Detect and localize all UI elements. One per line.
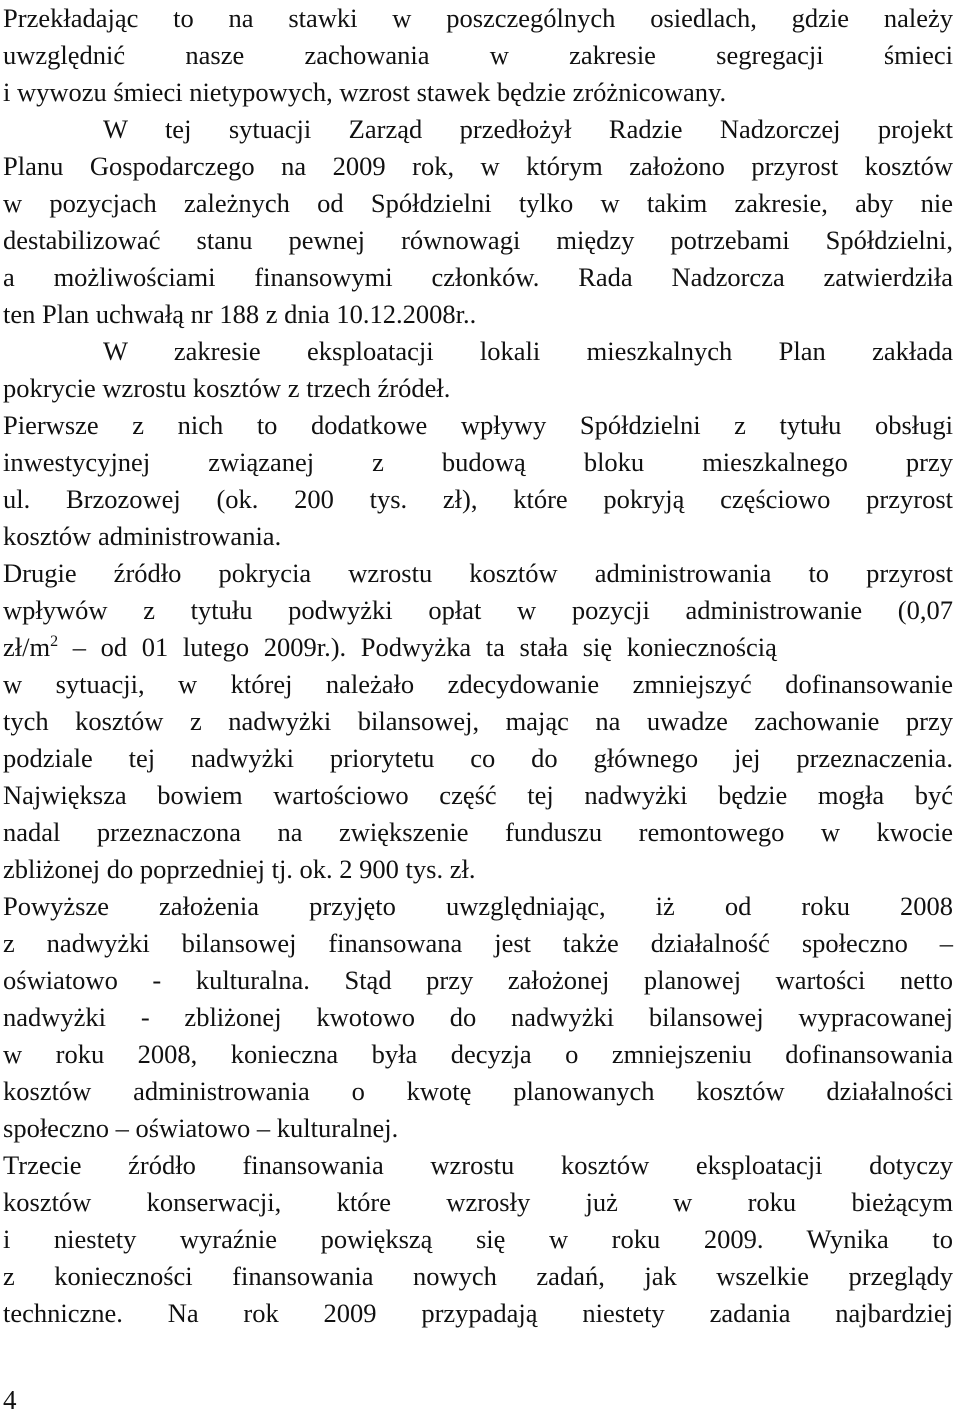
text-line: Przekładając to na stawki w poszczególnych osiedlach, gdzie należy bbox=[3, 3, 953, 33]
text-line: ten Plan uchwałą nr 188 z dnia 10.12.2008r.. bbox=[3, 299, 477, 329]
text-line: z konieczności finansowania nowych zadań, jak wszelkie przeglądy bbox=[3, 1261, 953, 1291]
text-line: Pierwsze z nich to dodatkowe wpływy Spółdzielni z tytułu obsługi bbox=[3, 410, 953, 440]
text-line: kosztów administrowania o kwotę planowanych kosztów działalności bbox=[3, 1076, 953, 1106]
text-line bbox=[3, 629, 953, 666]
text-line: Drugie źródło pokrycia wzrostu kosztów administrowania to przyrost bbox=[3, 558, 953, 588]
text-line: zbliżonej do poprzedniej tj. ok. 2 900 tys. zł. bbox=[3, 854, 476, 884]
text-line: inwestycyjnej związanej z budową bloku mieszkalnego przy bbox=[3, 447, 953, 477]
text-line: tych kosztów z nadwyżki bilansowej, mając na uwadze zachowanie przy bbox=[3, 706, 953, 736]
text-line: w sytuacji, w której należało zdecydowanie zmniejszyć dofinansowanie bbox=[3, 669, 953, 699]
text-line: Powyższe założenia przyjęto uwzględniając, iż od roku 2008 bbox=[3, 891, 953, 921]
text-line: techniczne. Na rok 2009 przypadają niestety zadania najbardziej bbox=[3, 1298, 953, 1328]
text-line: nadwyżki - zbliżonej kwotowo do nadwyżki bilansowej wypracowanej bbox=[3, 1002, 953, 1032]
text-line: kosztów konserwacji, które wzrosły już w roku bieżącym bbox=[3, 1187, 953, 1217]
line-text: – od 01 lutego 2009r.). Podwyżka ta stała się koniecznością bbox=[58, 632, 777, 662]
text-line: z nadwyżki bilansowej finansowana jest także działalność społeczno – bbox=[3, 928, 953, 958]
text-line: i wywozu śmieci nietypowych, wzrost stawek będzie zróżnicowany. bbox=[3, 77, 727, 107]
text-line: ul. Brzozowej (ok. 200 tys. zł), które pokryją częściowo przyrost bbox=[3, 484, 953, 514]
text-line: oświatowo - kulturalna. Stąd przy założonej planowej wartości netto bbox=[3, 965, 953, 995]
text-line: i niestety wyraźnie powiększą się w roku 2009. Wynika to bbox=[3, 1224, 953, 1254]
text-line: Trzecie źródło finansowania wzrostu kosztów eksploatacji dotyczy bbox=[3, 1150, 953, 1180]
text-line: podziale tej nadwyżki priorytetu co do głównego jej przeznaczenia. bbox=[3, 743, 953, 773]
superscript: 2 bbox=[50, 633, 59, 650]
text-line: społeczno – oświatowo – kulturalnej. bbox=[3, 1113, 399, 1143]
text-line: W tej sytuacji Zarząd przedłożył Radzie Nadzorczej projekt bbox=[103, 114, 953, 144]
page-number: 4 bbox=[3, 1385, 17, 1415]
text-line: uwzględnić nasze zachowania w zakresie segregacji śmieci bbox=[3, 40, 953, 70]
text-line: W zakresie eksploatacji lokali mieszkalnych Plan zakłada bbox=[103, 336, 953, 366]
text-line: nadal przeznaczona na zwiększenie funduszu remontowego w kwocie bbox=[3, 817, 953, 847]
text-line: pokrycie wzrostu kosztów z trzech źródeł. bbox=[3, 373, 451, 403]
text-line: Planu Gospodarczego na 2009 rok, w którym założono przyrost kosztów bbox=[3, 151, 953, 181]
text-line: wpływów z tytułu podwyżki opłat w pozycji administrowanie (0,07 bbox=[3, 595, 953, 625]
text-line: w pozycjach zależnych od Spółdzielni tylko w takim zakresie, aby nie bbox=[3, 188, 953, 218]
unit-text: zł/m bbox=[3, 632, 51, 662]
text-line: a możliwościami finansowymi członków. Rada Nadzorcza zatwierdziła bbox=[3, 262, 953, 292]
text-line: kosztów administrowania. bbox=[3, 521, 282, 551]
text-line: w roku 2008, konieczna była decyzja o zmniejszeniu dofinansowania bbox=[3, 1039, 953, 1069]
text-line: destabilizować stanu pewnej równowagi między potrzebami Spółdzielni, bbox=[3, 225, 953, 255]
text-line: Największa bowiem wartościowo część tej nadwyżki będzie mogła być bbox=[3, 780, 953, 810]
